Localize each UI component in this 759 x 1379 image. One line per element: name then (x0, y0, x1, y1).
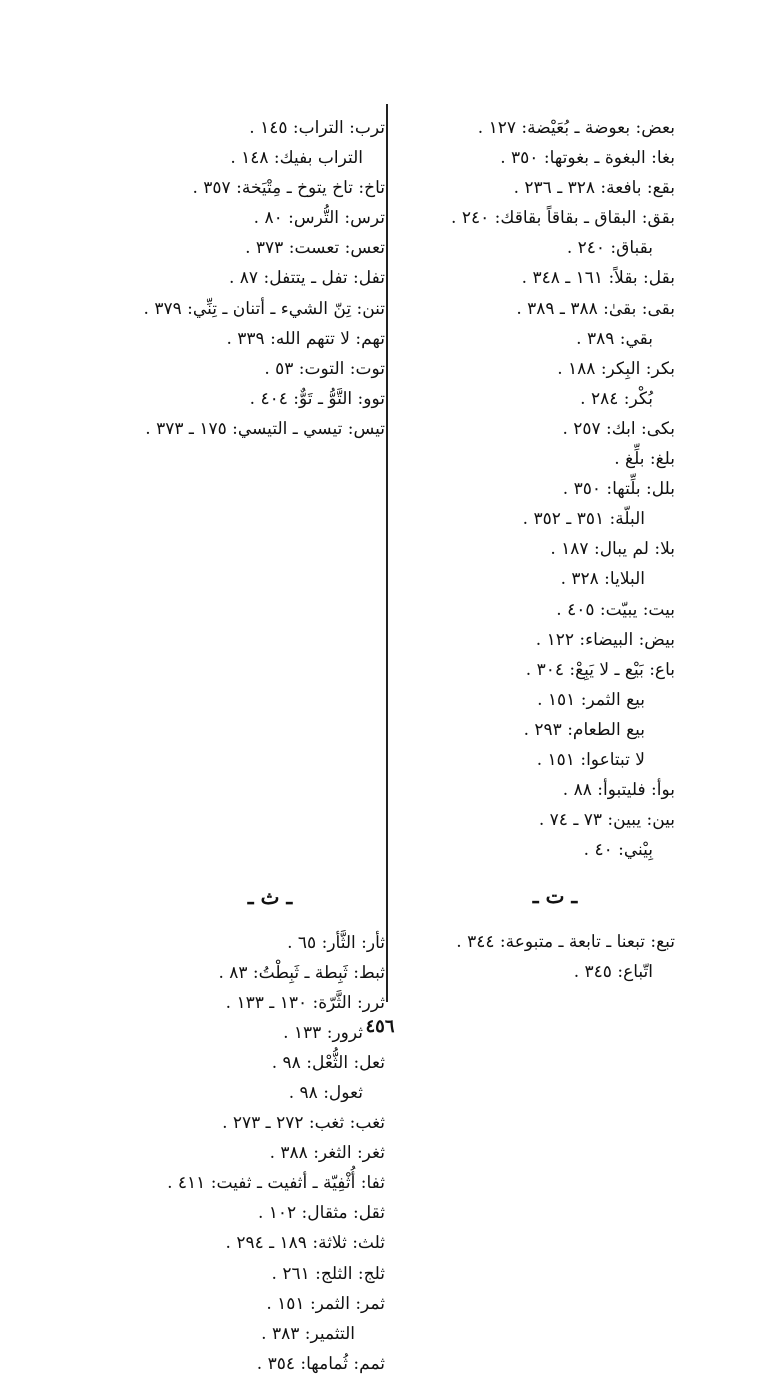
index-entry: بيض: البيضاء: ١٢٢ . (535, 629, 675, 650)
page-number: ٤٥٦ (365, 1016, 395, 1037)
index-entry: بِيْني: ٤٠ . (583, 840, 653, 861)
index-entry: بيع الثمر: ١٥١ . (537, 689, 645, 710)
section-header-tha: ـ ث ـ (247, 884, 293, 909)
index-entry: ثلث: ثلاثة: ١٨٩ ـ ٢٩٤ . (225, 1233, 385, 1254)
index-entry: بلغ: بلِّغ . (614, 449, 675, 470)
index-entry: ثلج: الثلج: ٢٦١ . (271, 1263, 385, 1284)
index-entry: بيت: يبيّت: ٤٠٥ . (556, 599, 675, 620)
right-column (375, 113, 675, 988)
index-entry: ثعول: ٩٨ . (288, 1082, 363, 1103)
index-entry: تعس: تعست: ٣٧٣ . (245, 238, 385, 259)
index-entry: بعض: بعوضة ـ بُعَيْضة: ١٢٧ . (477, 118, 675, 138)
index-entry: ترب: التراب: ١٤٥ . (249, 118, 385, 138)
index-entry: بلا: لم يبال: ١٨٧ . (550, 539, 675, 560)
index-entry: اتّباع: ٣٤٥ . (573, 962, 653, 983)
column-divider (386, 104, 388, 1002)
index-entry: بقباق: ٢٤٠ . (566, 238, 653, 259)
index-entry: ترس: التُّرس: ٨٠ . (253, 208, 385, 229)
index-entry: تفل: تفل ـ يتتفل: ٨٧ . (228, 268, 385, 289)
index-entry: ثمم: ثُمامها: ٣٥٤ . (256, 1353, 385, 1374)
index-entry: ثرور: ١٣٣ . (283, 1022, 363, 1043)
index-entry: البلّة: ٣٥١ ـ ٣٥٢ . (522, 509, 645, 530)
index-entry: ثبط: ثَبِطة ـ ثَبِطْتُ: ٨٣ . (218, 962, 385, 983)
index-entry: بقى: بقىٰ: ٣٨٨ ـ ٣٨٩ . (516, 298, 675, 319)
index-entry: باع: بَيْع ـ لا يَبِعْ: ٣٠٤ . (525, 659, 675, 680)
index-entry: بكر: البِكر: ١٨٨ . (557, 358, 675, 379)
index-entry: التثمير: ٣٨٣ . (261, 1323, 355, 1344)
index-entry: بوأ: فليتبوأ: ٨٨ . (562, 780, 675, 801)
index-entry: لا تبتاعوا: ١٥١ . (536, 749, 645, 770)
index-entry: بين: يبين: ٧٣ ـ ٧٤ . (538, 810, 675, 831)
left-entries (95, 113, 385, 866)
index-entry: البلايا: ٣٢٨ . (560, 569, 645, 590)
index-entry: ثقل: مثقال: ١٠٢ . (257, 1203, 385, 1224)
index-entry: توت: التوت: ٥٣ . (264, 358, 385, 379)
index-entry: ثأر: الثَّأر: ٦٥ . (287, 932, 385, 953)
index-entry: بكى: ابك: ٢٥٧ . (562, 418, 675, 439)
index-entry: تبع: تبعنا ـ تابعة ـ متبوعة: ٣٤٤ . (456, 932, 675, 953)
index-entry: ثغب: ثغب: ٢٧٢ ـ ٢٧٣ . (222, 1113, 385, 1134)
right-entries-after (375, 927, 675, 987)
index-entry: ثغر: الثغر: ٣٨٨ . (269, 1143, 385, 1164)
index-entry: بيع الطعام: ٢٩٣ . (523, 719, 645, 740)
index-entry: التراب بفيك: ١٤٨ . (230, 148, 363, 169)
right-entries (375, 113, 675, 865)
index-entry: بلل: بلِّتها: ٣٥٠ . (562, 479, 675, 500)
index-entry: تنن: تِنّ الشيء ـ أتنان ـ تِنِّي: ٣٧٩ . (143, 298, 385, 319)
index-entry: بقع: بافعة: ٣٢٨ ـ ٢٣٦ . (513, 178, 675, 199)
left-column (95, 113, 385, 1379)
index-entry: بقي: ٣٨٩ . (576, 328, 653, 349)
index-entry: تيس: تيسي ـ التيسي: ١٧٥ ـ ٣٧٣ . (145, 418, 385, 439)
index-entry: ثعل: الثُّعْل: ٩٨ . (271, 1052, 385, 1073)
section-header-ta: ـ ت ـ (532, 884, 578, 909)
index-entry: بقل: بقلاً: ١٦١ ـ ٣٤٨ . (521, 268, 675, 289)
index-entry: تهم: لا تتهم الله: ٣٣٩ . (226, 328, 385, 349)
index-entry: ثمر: الثمر: ١٥١ . (266, 1293, 385, 1314)
index-entry: توو: التَّوُّ ـ تَوٌّ: ٤٠٤ . (249, 388, 385, 409)
index-entry: ثفا: أُثْفِيّة ـ أثفيت ـ ثفيت: ٤١١ . (167, 1173, 385, 1194)
index-entry: بُكْر: ٢٨٤ . (580, 388, 653, 409)
index-entry: بغا: البغوة ـ بغوتها: ٣٥٠ . (500, 148, 675, 169)
index-entry: ثرر: الثَّرّة: ١٣٠ ـ ١٣٣ . (225, 992, 385, 1013)
index-entry: بقق: البقاق ـ بقاقاً بقاقك: ٢٤٠ . (451, 208, 675, 229)
index-entry: تاخ: تاخ يتوخ ـ مِتْيَخة: ٣٥٧ . (192, 178, 385, 199)
left-entries-after (95, 928, 385, 1379)
